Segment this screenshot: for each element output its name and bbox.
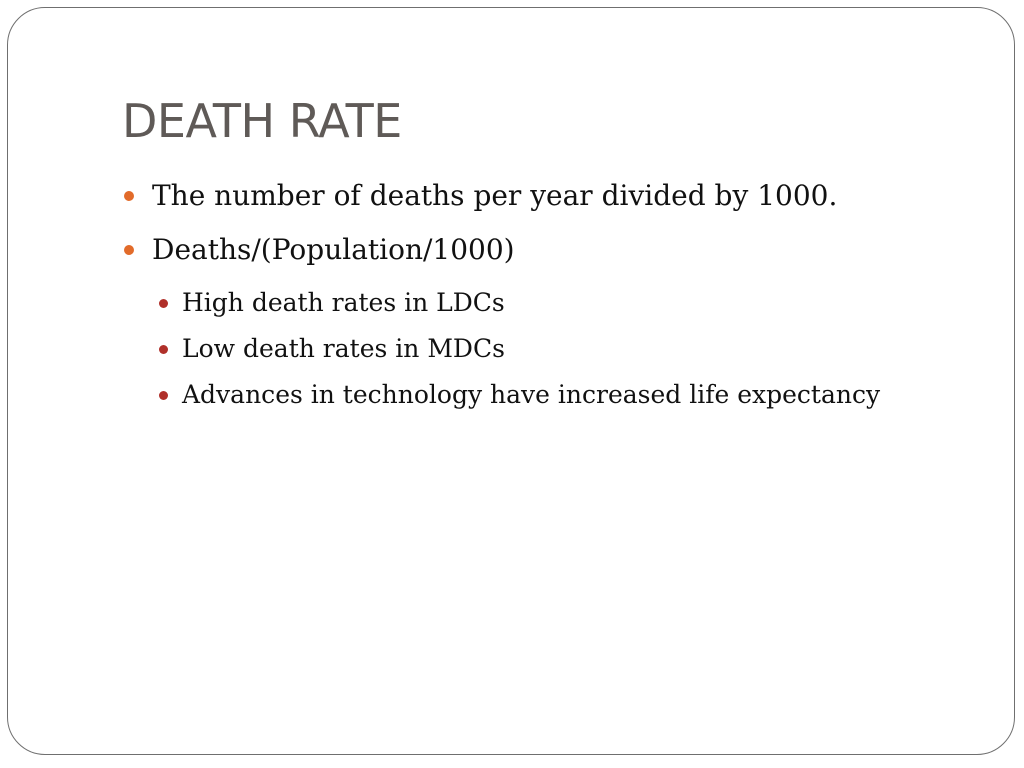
sub-bullet-text: Low death rates in MDCs <box>182 334 505 363</box>
sub-bullet-item <box>122 326 942 372</box>
sub-bullet-dot-icon <box>159 299 168 308</box>
bullet-text: Deaths/(Population/1000) <box>152 233 515 266</box>
sub-bullet-dot-icon <box>159 391 168 400</box>
sub-bullet-group <box>122 280 942 418</box>
bullet-item <box>122 226 942 274</box>
sub-bullet-item <box>122 280 942 326</box>
sub-bullet-list <box>122 280 942 418</box>
bullet-text: The number of deaths per year divided by 1000. <box>152 179 838 212</box>
slide-frame <box>7 7 1015 755</box>
bullet-list <box>122 172 942 418</box>
sub-bullet-text: High death rates in LDCs <box>182 288 505 317</box>
sub-bullet-item <box>122 372 942 418</box>
bullet-dot-icon <box>124 191 134 201</box>
sub-bullet-dot-icon <box>159 345 168 354</box>
bullet-dot-icon <box>124 245 134 255</box>
sub-bullet-text: Advances in technology have increased life expectancy <box>182 380 881 409</box>
bullet-item <box>122 172 942 220</box>
slide-title: DEATH RATE <box>122 94 402 148</box>
